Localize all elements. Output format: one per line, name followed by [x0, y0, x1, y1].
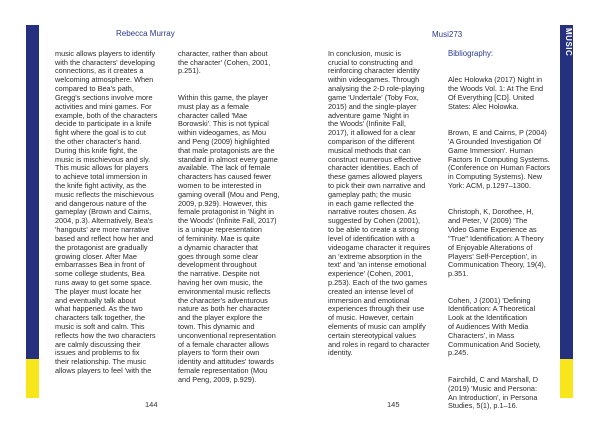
page-number-right: 145 — [387, 400, 400, 409]
left-side-tab-yellow — [26, 359, 39, 398]
bibliography-entry: Fairchild, C and Marshall, D (2019) 'Music and Persona: An Introduction', in Persona Studies, 5(1), p.1–16. — [448, 374, 539, 411]
paragraph: In conclusion, music is crucial to constructing and reinforcing character identity within videogames. Through analysing the 2-D role-playing game 'Undertale' (Toby Fox, 2015) and the single-player adventure game 'Night in the Woods' (Infinite Fall, 2017), it allowed for a clear comparison of the different musical methods that can construct numerous effective character identities. Each of these games allowed players to pick their own narrative and gameplay path; the music in each game reflected the narrative routes chosen. As suggested by Cohen (2001), to be able to create a strong level of identification with a videogame character it requires an 'extreme absorption in the text' and 'an intense emotional experience' (Cohen, 2001, p.253). Each of the two games created an intense level of immersion and emotional experiences through their use of music. However, certain elements of music can amplify certain stereotypical values and roles in regard to character identity. — [328, 48, 431, 358]
bibliography-entry: Cohen, J (2001) 'Defining Identification: A Theoretical Look at the Identification of Audiences With Media Characters', in Mass Communication And Society, p.245. — [448, 295, 541, 358]
paragraph: Within this game, the player must play as a female character called 'Mae Borowski'. This is not typical within videogames, as Mou and Peng (2009) highlighted that male protagonists are the standard in almost every game available. The lack of female characters has caused fewer women to be interested in gaming overall (Mou and Peng, 2009, p.929). However, this female protagonist in 'Night in the Woods' (Infinite Fall, 2017) is a unique representation of femininity. Mae is quite a dynamic character that goes through some clear development throughout the narrative. Despite not having her own music, the environmental music reflects the character's adventurous nature as both her character and the player explore the town. This dynamic and unconventional representation of a female character allows players to 'form their own identity and attitudes' towards female representation (Mou and Peng, 2009, p.929). — [178, 92, 280, 384]
left-side-tab-blue — [26, 25, 39, 359]
paragraph: character, rather than about the character' (Cohen, 2001, p.251). — [178, 48, 271, 76]
side-tab-label: MUSIC — [564, 28, 573, 57]
author-header: Rebecca Murray — [116, 29, 175, 38]
right-column-1 — [328, 41, 452, 376]
paragraph: music allows players to identify with the characters' developing connections, as it creates a welcoming atmosphere. When compared to Bea's path, Gregg's sections involve more activities and mini games. For example, both of the characters decide to participate in a knife fight where the goal is to cut the other character's hand. During this knife fight, the music is mischievous and sly. This music allows for players to achieve total immersion in the knife fight activity, as the music reflects the mischievous and dangerous nature of the gameplay (Brown and Cairns, 2004, p.3). Alternatively, Bea's 'hangouts' are more narrative based and reflect how her and the protagonist are gradually growing closer. After Mae embarrasses Bea in front of some college students, Bea runs away to get some space. The player must locate her and eventually talk about what happened. As the two characters talk together, the music is soft and calm. This reflects how the two characters are calmly discussing their issues and problems to fix their relationship. The music allows players to feel 'with the — [55, 48, 158, 376]
left-column-2 — [178, 41, 302, 402]
page-number-left: 144 — [145, 400, 158, 409]
bibliography-title: Bibliography: — [448, 48, 494, 58]
bibliography-entry: Brown, E and Cairns, P (2004) 'A Grounded Investigation Of Game Immersion'. Human Factors In Computing Systems. (Conference on Human Factors in Computing Systems). New York: ACM, p.1297–1300. — [448, 128, 551, 190]
bibliography-entry: Alec Holowka (2017) Night in the Woods Vol. 1: At The End Of Everything [CD]. United States: Alec Holowka. — [448, 75, 544, 111]
course-header: Musi273 — [432, 30, 463, 39]
left-column-1 — [55, 41, 179, 394]
bibliography-column — [448, 41, 572, 429]
bibliography-entry: Christoph, K, Dorothee, H, and Peter, V (2009) 'The Video Game Experience as "True" Identification: A Theory of Enjoyable Alterations of Players' Self-Perception', in Communication Theory, 19(4), p.351. — [448, 207, 546, 279]
